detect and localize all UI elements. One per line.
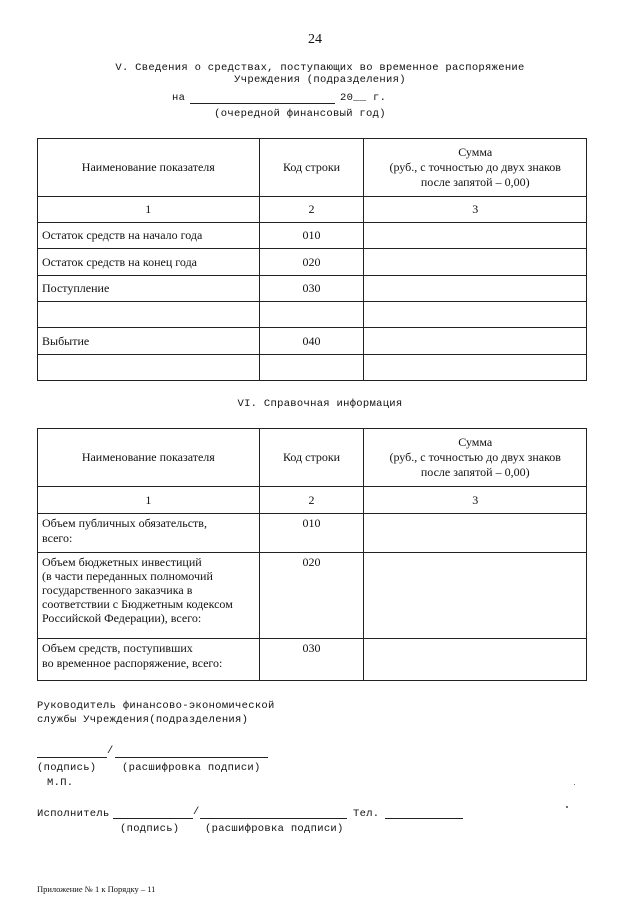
table-row: [38, 302, 587, 328]
date-blank-line: [190, 103, 335, 104]
row-name: Выбытие: [38, 328, 260, 355]
col-number-1: 1: [38, 487, 260, 514]
footer-note: Приложение № 1 к Порядку – 11: [37, 884, 156, 894]
section-5-table: [37, 138, 587, 381]
row-name: Объем средств, поступивших во временное распоряжение, всего:: [38, 639, 260, 681]
table-row: [38, 514, 587, 553]
table-row: [38, 553, 587, 639]
row-name: Остаток средств на начало года: [38, 223, 260, 249]
row-name: Объем публичных обязательств, всего:: [38, 514, 260, 553]
row-code: 010: [259, 223, 364, 249]
row-code: [259, 302, 364, 328]
col-number-2: 2: [259, 197, 364, 223]
row-sum: [364, 355, 587, 381]
section-5-title-line1: V. Сведения о средствах, поступающих во временное распоряжение: [115, 62, 525, 74]
executor-decode-line: [200, 818, 347, 819]
row-name: Объем бюджетных инвестиций (в части переданных полномочий государственного заказчика в соответствии с Бюджетным кодексом Российской Федерации), всего:: [38, 553, 260, 639]
header-code: Код строки: [259, 139, 364, 197]
phone-label: Тел.: [353, 808, 380, 820]
table-header-row: [38, 139, 587, 197]
table-row: [38, 328, 587, 355]
year-label: 20__ г.: [340, 92, 387, 104]
table-row: [38, 223, 587, 249]
row-name: Остаток средств на конец года: [38, 249, 260, 276]
executor-slash: /: [193, 806, 200, 818]
section-6-title: VI. Справочная информация: [237, 398, 403, 410]
col-number-2: 2: [259, 487, 364, 514]
row-code: 040: [259, 328, 364, 355]
row-sum: [364, 328, 587, 355]
head-decode-label: (расшифровка подписи): [122, 762, 261, 774]
head-signature-label: (подпись): [37, 762, 97, 774]
row-sum: [364, 639, 587, 681]
table-row: [38, 355, 587, 381]
column-number-row: [38, 197, 587, 223]
header-name: Наименование показателя: [38, 139, 260, 197]
table-header-row: [38, 429, 587, 487]
executor-decode-label: (расшифровка подписи): [205, 823, 344, 835]
row-code: 030: [259, 276, 364, 302]
scan-speck: [566, 806, 568, 808]
table-row: [38, 639, 587, 681]
row-code: 010: [259, 514, 364, 553]
head-signature-line: [37, 757, 107, 758]
page-number: 24: [308, 32, 322, 47]
row-sum: [364, 302, 587, 328]
section-5-title-line2: Учреждения (подразделения): [234, 74, 406, 86]
scan-speck: [574, 784, 575, 785]
header-name: Наименование показателя: [38, 429, 260, 487]
table-row: [38, 276, 587, 302]
col-number-1: 1: [38, 197, 260, 223]
row-code: 020: [259, 249, 364, 276]
col-number-3: 3: [364, 487, 587, 514]
head-title-line1: Руководитель финансово-экономической: [37, 700, 275, 712]
executor-label: Исполнитель: [37, 808, 110, 820]
row-name: [38, 302, 260, 328]
row-code: 020: [259, 553, 364, 639]
row-code: 030: [259, 639, 364, 681]
head-slash: /: [107, 745, 114, 757]
stamp-label: М.П.: [47, 777, 74, 789]
row-name: Поступление: [38, 276, 260, 302]
header-sum: Сумма (руб., с точностью до двух знаков после запятой – 0,00): [364, 429, 587, 487]
row-sum: [364, 514, 587, 553]
row-name: [38, 355, 260, 381]
row-code: [259, 355, 364, 381]
executor-signature-line: [113, 818, 193, 819]
table-row: [38, 249, 587, 276]
column-number-row: [38, 487, 587, 514]
period-note: (очередной финансовый год): [214, 108, 386, 120]
phone-line: [385, 818, 463, 819]
row-sum: [364, 553, 587, 639]
head-decode-line: [115, 757, 268, 758]
na-label: на: [172, 92, 186, 104]
head-title-line2: службы Учреждения(подразделения): [37, 714, 249, 726]
executor-signature-label: (подпись): [120, 823, 180, 835]
header-sum: Сумма (руб., с точностью до двух знаков после запятой – 0,00): [364, 139, 587, 197]
section-6-table: [37, 428, 587, 681]
col-number-3: 3: [364, 197, 587, 223]
row-sum: [364, 223, 587, 249]
header-code: Код строки: [259, 429, 364, 487]
row-sum: [364, 249, 587, 276]
row-sum: [364, 276, 587, 302]
